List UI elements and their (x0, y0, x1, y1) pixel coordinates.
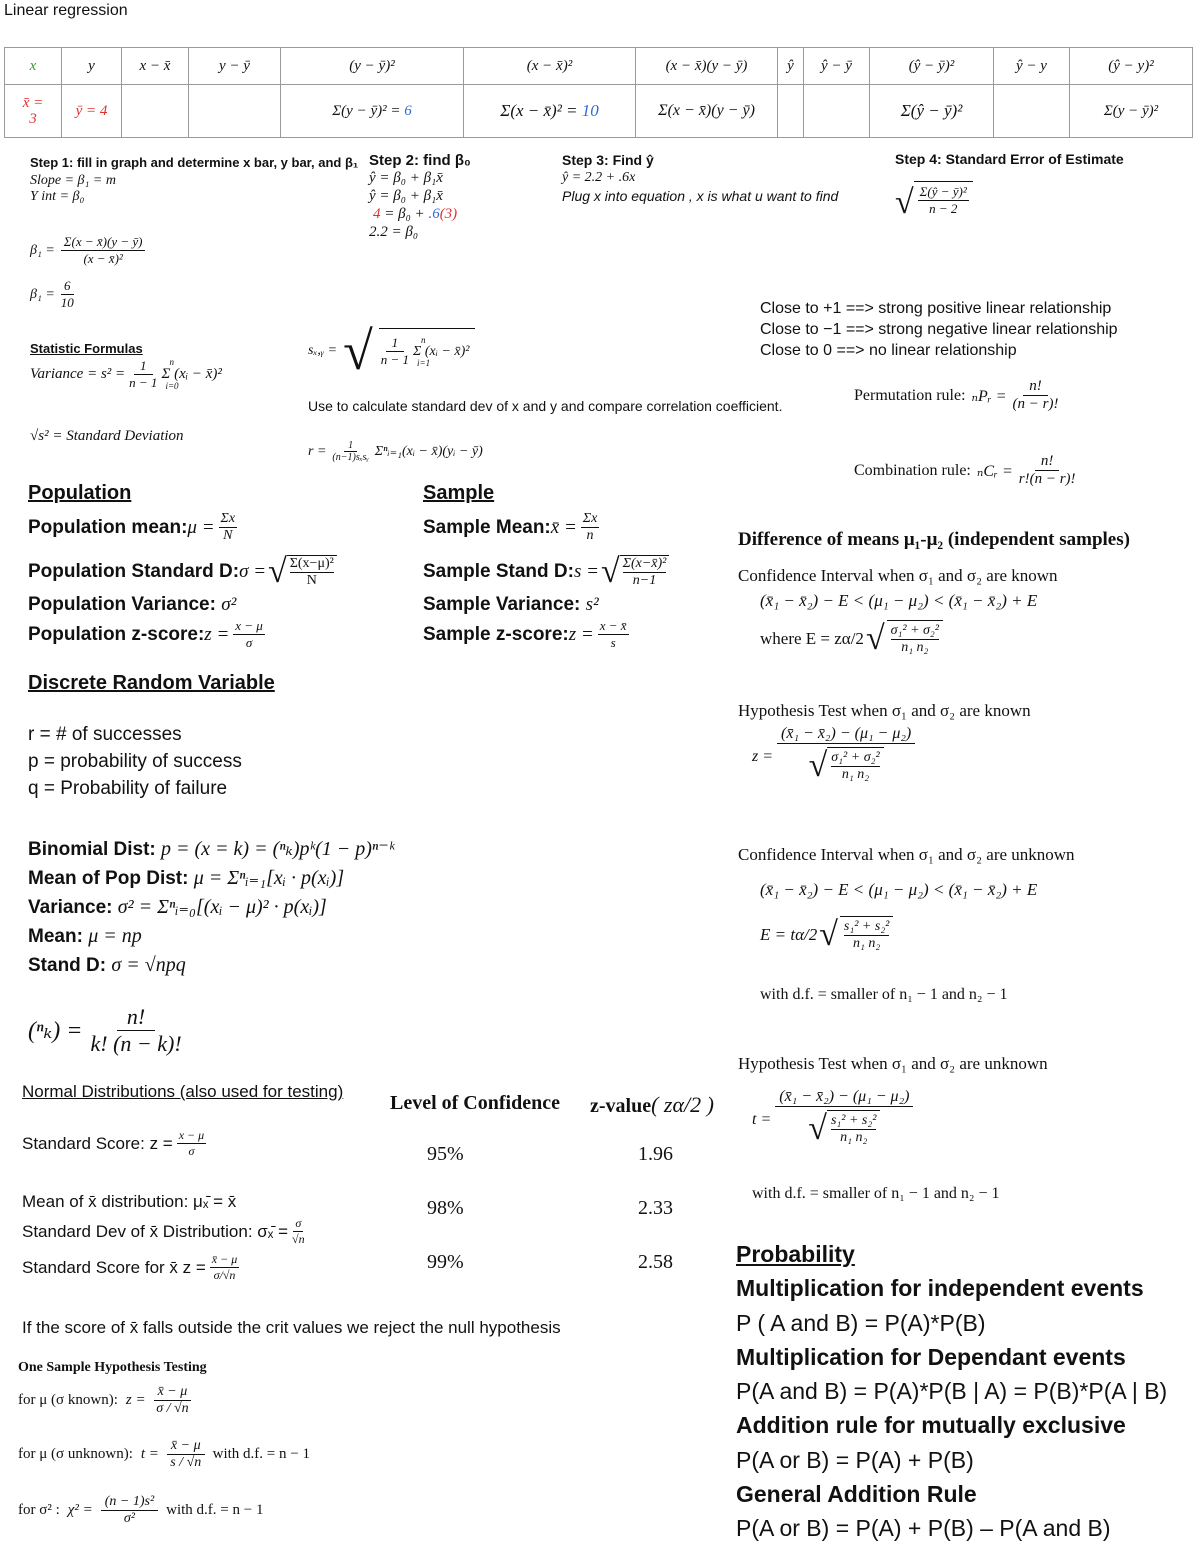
sqrt-icon: √ (819, 916, 838, 953)
comb-num: n! (1035, 453, 1060, 471)
pop-mean-lhs: μ = (187, 516, 215, 538)
step2-line4: 2.2 = β₀ (369, 224, 419, 240)
discrete-block (28, 672, 275, 802)
pop-z-label: Population z-score: (28, 623, 205, 645)
sum-resid-cell: Σ(y − ȳ)² (1070, 85, 1193, 138)
step4-title: Step 4: Standard Error of Estimate (895, 151, 1124, 167)
sqrt-icon: √ (600, 553, 620, 590)
ht-known-den-fraction (827, 747, 883, 785)
binomial-dist-eq: p = (x = k) = (ⁿₖ)pᵏ(1 − p)ⁿ⁻ᵏ (161, 838, 395, 860)
ci-known-title: Confidence Interval when σ₁ and σ₂ are known (738, 566, 1058, 585)
table-cell (122, 85, 189, 138)
sxy-sum-body: Σ (xᵢ − x̄)² (413, 343, 470, 359)
binomial-var-row (28, 893, 394, 922)
ci-known-where-label: where E = zα/2 (760, 629, 864, 648)
sample-sd-num: Σ(x−x̄)² (622, 556, 667, 571)
binomial-sd-eq: σ = √npq (111, 954, 186, 976)
pop-z-fraction (233, 618, 265, 651)
step4-block (895, 151, 1124, 225)
step3-line2: Plug x into equation , x is what u want to find (562, 188, 839, 204)
sxy-radicand (379, 328, 476, 374)
ht-known-title: Hypothesis Test when σ₁ and σ₂ are known (738, 701, 1031, 720)
beta1-denominator: (x − x̄)² (83, 251, 123, 266)
one-sample-l3-lhs: χ² = (67, 1502, 93, 1518)
one-sample-row-1 (18, 1384, 191, 1417)
page-title: Linear regression (4, 2, 128, 19)
beta1-formula (30, 234, 145, 267)
binomial-mean-eq: μ = np (88, 925, 142, 947)
ht-known-den-num: σ₁² + σ₂² (831, 750, 880, 765)
sample-var-row (423, 594, 723, 616)
variance-lhs: Variance = s² = (30, 366, 126, 382)
table-cell (804, 85, 870, 138)
conf-col-z-label: z-value (590, 1095, 652, 1117)
probability-heading-3: Addition rule for mutually exclusive (736, 1412, 1126, 1439)
score-xbar-num: x̄ − μ (211, 1252, 238, 1266)
ht-unknown-lhs: t = (752, 1110, 772, 1128)
mean-xbar-row: Mean of x̄ distribution: μₓ̄ = x̄ (22, 1192, 237, 1211)
pop-mean-label: Population mean: (28, 516, 188, 538)
correlation-line-2: Close to −1 ==> strong negative linear relationship (760, 321, 1118, 338)
step3-line1: ŷ = 2.2 + .6x (562, 170, 636, 185)
table-sum-row (5, 85, 1193, 138)
ht-known-den (809, 744, 884, 788)
stddev-formula: √s² = Standard Deviation (30, 428, 184, 444)
step2-line3 (369, 205, 471, 223)
step3-title: Step 3: Find ŷ (562, 152, 654, 168)
pop-z-lhs: z = (204, 623, 230, 645)
conf-col-z-symbol: ( zα/2 ) (651, 1092, 714, 1117)
r-fraction (332, 440, 368, 463)
sqrt-icon: √ (343, 321, 373, 381)
ht-unknown-fraction (775, 1088, 913, 1151)
pop-sd-fraction (287, 555, 337, 589)
step2-line1: ŷ = β₀ + β₁x̄ (369, 170, 443, 186)
ybar-cell: ȳ = 4 (62, 85, 122, 138)
ht-known-num: (x̄₁ − x̄₂) − (μ₁ − μ₂) (777, 725, 915, 744)
variance-sum (161, 358, 221, 391)
variance-fraction (129, 358, 157, 391)
table-header-cell: (ŷ − y)² (1070, 48, 1193, 85)
standard-score-den: σ (188, 1144, 195, 1158)
probability-block (736, 1237, 1167, 1546)
pop-sd-den: N (306, 573, 317, 588)
choose-den: k! (n − k)! (90, 1031, 182, 1056)
pop-sd-row (28, 552, 408, 592)
ci-unknown-fraction (840, 916, 893, 954)
discrete-p: p = probability of success (28, 751, 242, 772)
binomial-var-label: Variance: (28, 897, 118, 918)
pop-var-value: σ² (221, 594, 237, 615)
standard-score-label: Standard Score: z = (22, 1133, 173, 1153)
probability-heading-2: Multiplication for Dependant events (736, 1343, 1126, 1370)
perm-num: n! (1023, 378, 1048, 396)
pop-sd-label: Population Standard D: (28, 561, 240, 582)
choose-formula (28, 1004, 182, 1057)
one-sample-title: One Sample Hypothesis Testing (18, 1360, 207, 1375)
perm-lhs: ₙPᵣ = (971, 387, 1007, 405)
one-sample-row-2 (18, 1438, 310, 1471)
diff-means-title: Difference of means μ₁-μ₂ (independent samples) (738, 529, 1130, 550)
sample-mean-lhs: x̄ = (550, 516, 577, 538)
one-sample-l1-num: x̄ − μ (154, 1384, 192, 1401)
choose-num: n! (117, 1004, 155, 1031)
binomial-mean-pop-eq: μ = Σⁿᵢ₌₁[xᵢ · p(xᵢ)] (193, 867, 345, 889)
one-sample-l2-num: x̄ − μ (167, 1438, 205, 1455)
r-fraction-num: 1 (344, 440, 357, 452)
step2-eq-middle: = β₀ + (380, 206, 429, 222)
beta1b-fraction (61, 278, 74, 311)
probability-heading-1: Multiplication for independent events (736, 1275, 1144, 1302)
conf-row-z: 1.96 (638, 1143, 673, 1165)
step3-block (562, 152, 838, 204)
ht-known-fraction (777, 725, 915, 788)
ci-known-eq: (x̄₁ − x̄₂) − E < (μ₁ − μ₂) < (x̄₁ − x̄₂) + E (760, 591, 1038, 610)
one-sample-l2-lhs: t = (140, 1446, 159, 1462)
sample-title: Sample (423, 482, 495, 504)
pop-mean-den: N (223, 528, 233, 543)
beta1b-denominator: 10 (60, 295, 74, 310)
sum-yhat-cell: Σ(ŷ − ȳ)² (870, 85, 994, 138)
sample-z-num: x − x̄ (599, 618, 627, 633)
ci-known-den: n₁ n₂ (901, 640, 929, 655)
perm-fraction (1013, 378, 1059, 413)
sd-xbar-row (22, 1216, 305, 1247)
sum-xx-value: 10 (581, 101, 599, 120)
probability-title: Probability (736, 1241, 855, 1267)
ci-known-fraction (887, 620, 943, 658)
ht-unknown-df: with d.f. = smaller of n₁ − 1 and n₂ − 1 (752, 1185, 1000, 1202)
choose-lhs: (ⁿₖ) = (28, 1018, 83, 1044)
step1-slope: Slope = β₁ = m (30, 173, 116, 188)
table-header-row (5, 48, 1193, 85)
sample-sd-den: n−1 (632, 573, 657, 588)
variance-fraction-den: n − 1 (129, 375, 158, 390)
variance-sum-body: Σ (xᵢ − x̄)² (161, 366, 222, 382)
ht-unknown-den (808, 1107, 880, 1151)
table-header-cell: x (5, 48, 62, 85)
table-header-cell: y − ȳ (189, 48, 281, 85)
step2-slope-value: .6 (428, 206, 440, 222)
ht-unknown-den-fraction (827, 1110, 880, 1148)
sample-var-value: s² (585, 594, 599, 615)
correlation-line-1: Close to +1 ==> strong positive linear relationship (760, 300, 1112, 317)
binomial-mean-pop-row (28, 864, 394, 893)
beta1-lhs: β₁ = (30, 242, 55, 258)
one-sample-l3-tail: with d.f. = n − 1 (166, 1502, 264, 1518)
one-sample-l3-fraction (101, 1494, 158, 1527)
conf-row-level: 98% (427, 1197, 464, 1219)
sample-mean-den: n (586, 528, 594, 543)
one-sample-l2-tail: with d.f. = n − 1 (212, 1446, 310, 1462)
ht-unknown-formula (752, 1088, 913, 1151)
one-sample-l1-label: for μ (σ known): (18, 1392, 118, 1408)
pop-z-den: σ (245, 635, 253, 650)
sxy-sum (413, 336, 469, 368)
sxy-sum-bottom: i=1 (417, 357, 431, 368)
pop-sd-lhs: σ = (239, 561, 267, 582)
sample-mean-num: Σx (582, 511, 598, 526)
probability-formula-4: P(A or B) = P(A) + P(B) – P(A and B) (736, 1515, 1111, 1542)
perm-den: (n − r)! (1012, 396, 1059, 412)
comb-label: Combination rule: (854, 461, 971, 479)
binomial-mean-pop-label: Mean of Pop Dist: (28, 868, 194, 889)
sxy-formula (308, 318, 475, 384)
step2-line2: ŷ = β₀ + β₁x̄ (369, 188, 443, 204)
one-sample-l1-fraction (154, 1384, 192, 1417)
sample-mean-row (423, 511, 723, 544)
variance-sum-bottom: i=0 (165, 381, 179, 391)
xbar-cell (5, 85, 62, 138)
step1-yint: Y int = β₀ (30, 189, 85, 204)
correlation-line-3: Close to 0 ==> no linear relationship (760, 342, 1017, 359)
discrete-r: r = # of successes (28, 724, 182, 745)
correlation-notes (760, 298, 1118, 361)
one-sample-l2-label: for μ (σ unknown): (18, 1446, 133, 1462)
table-header-cell: ŷ − ȳ (804, 48, 870, 85)
ci-unknown-eq: (x̄₁ − x̄₂) − E < (μ₁ − μ₂) < (x̄₁ − x̄₂) + E (760, 880, 1038, 899)
sample-z-lhs: z = (568, 623, 594, 645)
one-sample-l3-den: σ² (123, 1511, 135, 1526)
binomial-mean-label: Mean: (28, 926, 89, 947)
probability-formula-3: P(A or B) = P(A) + P(B) (736, 1446, 974, 1473)
beta1b-numerator: 6 (61, 278, 74, 295)
sum-yy-label: Σ(y − ȳ)² = (332, 102, 401, 119)
one-sample-l1-lhs: z = (125, 1392, 146, 1408)
ci-unknown-E (760, 914, 893, 956)
sxy-fraction-den: n − 1 (380, 352, 410, 367)
sample-sd-fraction (620, 555, 670, 589)
sxy-note: Use to calculate standard dev of x and y and compare correlation coefficient. (308, 398, 783, 414)
binomial-sd-label: Stand D: (28, 955, 112, 976)
table-header-cell: y (62, 48, 122, 85)
comb-den: r!(n − r)! (1018, 471, 1076, 487)
one-sample-row-3 (18, 1494, 263, 1527)
pop-mean-fraction (219, 511, 238, 544)
sd-xbar-den: √n (292, 1232, 305, 1246)
conf-col-z-header (590, 1092, 714, 1118)
sample-sd-lhs: s = (573, 561, 599, 582)
xbar-value: 3 (29, 111, 37, 127)
r-fraction-den: (n−1)sₓsᵧ (332, 452, 369, 463)
sqrt-icon: √ (865, 620, 885, 657)
table-header-cell: ŷ − y (994, 48, 1070, 85)
step1-block (30, 155, 360, 205)
ci-unknown-title: Confidence Interval when σ₁ and σ₂ are unknown (738, 845, 1075, 864)
sample-z-den: s (610, 635, 616, 650)
discrete-q: q = Probability of failure (28, 778, 228, 799)
choose-fraction (91, 1004, 182, 1057)
ci-unknown-df: with d.f. = smaller of n₁ − 1 and n₂ − 1 (760, 986, 1008, 1003)
ht-known-den-den: n₁ n₂ (841, 767, 870, 782)
sample-block (423, 482, 723, 651)
sxy-sum-top: n (421, 334, 426, 345)
reject-note: If the score of x̄ falls outside the crit values we reject the null hypothesis (22, 1318, 561, 1337)
table-header-cell: ŷ (778, 48, 804, 85)
binomial-var-eq: σ² = Σⁿᵢ₌₀[(xᵢ − μ)² · p(xᵢ)] (117, 896, 327, 918)
ci-known-where (760, 618, 943, 660)
sum-yy-cell (281, 85, 464, 138)
binomial-dist-row (28, 835, 394, 864)
ht-unknown-title: Hypothesis Test when σ₁ and σ₂ are unknown (738, 1054, 1048, 1073)
table-header-cell: (x − x̄)(y − ȳ) (636, 48, 778, 85)
table-cell (994, 85, 1070, 138)
pop-var-label: Population Variance: (28, 594, 222, 615)
ht-known-lhs: z = (752, 747, 774, 765)
sxy-fraction (381, 335, 409, 368)
probability-formula-2: P(A and B) = P(A)*P(B | A) = P(B)*P(A | B) (736, 1378, 1168, 1405)
ci-unknown-E-label: E = tα/2 (760, 925, 818, 944)
standard-score-num: x − μ (178, 1128, 205, 1142)
sample-sd-row (423, 552, 723, 592)
r-lhs: r = (308, 443, 327, 459)
pop-mean-row (28, 511, 408, 544)
sqrt-icon: √ (808, 1110, 827, 1147)
beta1b-lhs: β₁ = (30, 286, 55, 302)
sd-xbar-fraction (292, 1216, 305, 1247)
pop-mean-num: Σx (220, 511, 236, 526)
step2-title: Step 2: find β₀ (369, 152, 471, 169)
sum-xx-cell (464, 85, 636, 138)
sxy-lhs: sₓ,ᵧ = (308, 343, 338, 358)
pop-var-row (28, 594, 408, 616)
one-sample-l1-den: σ / √n (156, 1401, 189, 1416)
sample-z-label: Sample z-score: (423, 623, 569, 645)
sd-xbar-num: σ (295, 1216, 302, 1230)
r-sum: Σⁿᵢ₌₁(xᵢ − x̄)(yᵢ − ȳ) (374, 444, 483, 459)
conf-row-level: 95% (427, 1143, 464, 1165)
sample-mean-label: Sample Mean: (423, 516, 551, 538)
table-cell (778, 85, 804, 138)
step4-denominator: n − 2 (929, 201, 958, 216)
one-sample-l2-fraction (167, 1438, 205, 1471)
sample-sd-label: Sample Stand D: (423, 561, 574, 582)
conf-col-level-header: Level of Confidence (390, 1092, 560, 1114)
ht-unknown-den-den: n₁ n₂ (840, 1130, 868, 1145)
sample-mean-fraction (581, 511, 600, 544)
statistic-title: Statistic Formulas (30, 341, 143, 356)
step2-x-value: (3) (439, 206, 458, 222)
perm-label: Permutation rule: (854, 386, 966, 404)
step4-fraction (914, 181, 973, 225)
probability-formula-1: P ( A and B) = P(A)*P(B) (736, 1309, 986, 1336)
ci-known-num: σ₁² + σ₂² (890, 623, 939, 638)
r-formula (308, 440, 483, 463)
combination-rule (854, 453, 1076, 488)
pop-z-row (28, 618, 408, 651)
ht-known-formula (752, 725, 915, 788)
sum-xx-label: Σ(x − x̄)² = (500, 101, 578, 120)
score-xbar-den: σ/√n (213, 1268, 236, 1282)
sum-yy-value: 6 (404, 102, 412, 119)
sd-xbar-label: Standard Dev of x̄ Distribution: σₓ̄ = (22, 1221, 288, 1241)
standard-score-fraction (177, 1128, 206, 1159)
sqrt-icon: √ (268, 553, 287, 590)
permutation-rule (854, 378, 1058, 413)
conf-row-z: 2.58 (638, 1251, 673, 1273)
table-header-cell: (x − x̄)² (464, 48, 636, 85)
population-title: Population (28, 482, 132, 504)
pop-z-num: x − μ (235, 618, 263, 633)
binomial-mean-row (28, 922, 394, 951)
beta1-fraction (61, 234, 146, 267)
binomial-block (28, 835, 394, 980)
score-xbar-fraction (210, 1252, 239, 1283)
ht-unknown-den-num: s₁² + s₂² (830, 1113, 877, 1128)
variance-fraction-num: 1 (134, 358, 153, 375)
table-header-cell: (ŷ − ȳ)² (870, 48, 994, 85)
step4-numerator: Σ(ŷ − ȳ)² (919, 184, 967, 199)
regression-table (4, 47, 1193, 138)
step2-block (369, 152, 471, 241)
one-sample-l3-label: for σ² : (18, 1502, 60, 1518)
sqrt-icon: √ (808, 747, 828, 784)
score-xbar-label: Standard Score for x̄ z = (22, 1257, 206, 1277)
ht-unknown-num: (x̄₁ − x̄₂) − (μ₁ − μ₂) (775, 1088, 913, 1107)
step2-y-value: 4 (373, 206, 381, 222)
sample-z-fraction (598, 618, 629, 651)
comb-fraction (1019, 453, 1076, 488)
sqrt-icon: √ (895, 184, 914, 221)
one-sample-l3-num: (n − 1)s² (101, 1494, 158, 1511)
discrete-title: Discrete Random Variable (28, 672, 275, 694)
ci-unknown-num: s₁² + s₂² (843, 919, 890, 934)
standard-score-row (22, 1128, 206, 1159)
beta1-numerator: Σ(x − x̄)(y − ȳ) (61, 234, 146, 251)
score-xbar-row (22, 1252, 239, 1283)
table-cell (189, 85, 281, 138)
comb-lhs: ₙCᵣ = (976, 462, 1013, 480)
probability-heading-4: General Addition Rule (736, 1481, 977, 1508)
sxy-fraction-num: 1 (386, 335, 405, 352)
sample-var-label: Sample Variance: (423, 594, 586, 615)
step1-title: Step 1: fill in graph and determine x bar, y bar, and β₁ (30, 155, 359, 170)
beta1-value-formula (30, 278, 74, 311)
table-header-cell: x − x̄ (122, 48, 189, 85)
binomial-sd-row (28, 951, 394, 980)
sample-z-row (423, 618, 723, 651)
sum-xy-cell: Σ(x − x̄)(y − ȳ) (636, 85, 778, 138)
xbar-label: x̄ = (22, 94, 44, 111)
ci-unknown-den: n₁ n₂ (853, 936, 881, 951)
population-block (28, 482, 408, 651)
normal-title: Normal Distributions (also used for testing) (22, 1082, 344, 1101)
table-header-cell: (y − ȳ)² (281, 48, 464, 85)
conf-row-z: 2.33 (638, 1197, 673, 1219)
variance-sum-top: n (169, 357, 174, 367)
step4-formula (895, 181, 1124, 225)
variance-formula (30, 358, 222, 391)
binomial-dist-label: Binomial Dist: (28, 839, 162, 860)
one-sample-l2-den: s / √n (170, 1455, 202, 1470)
pop-sd-num: Σ(x−μ)² (289, 556, 334, 571)
conf-row-level: 99% (427, 1251, 464, 1273)
